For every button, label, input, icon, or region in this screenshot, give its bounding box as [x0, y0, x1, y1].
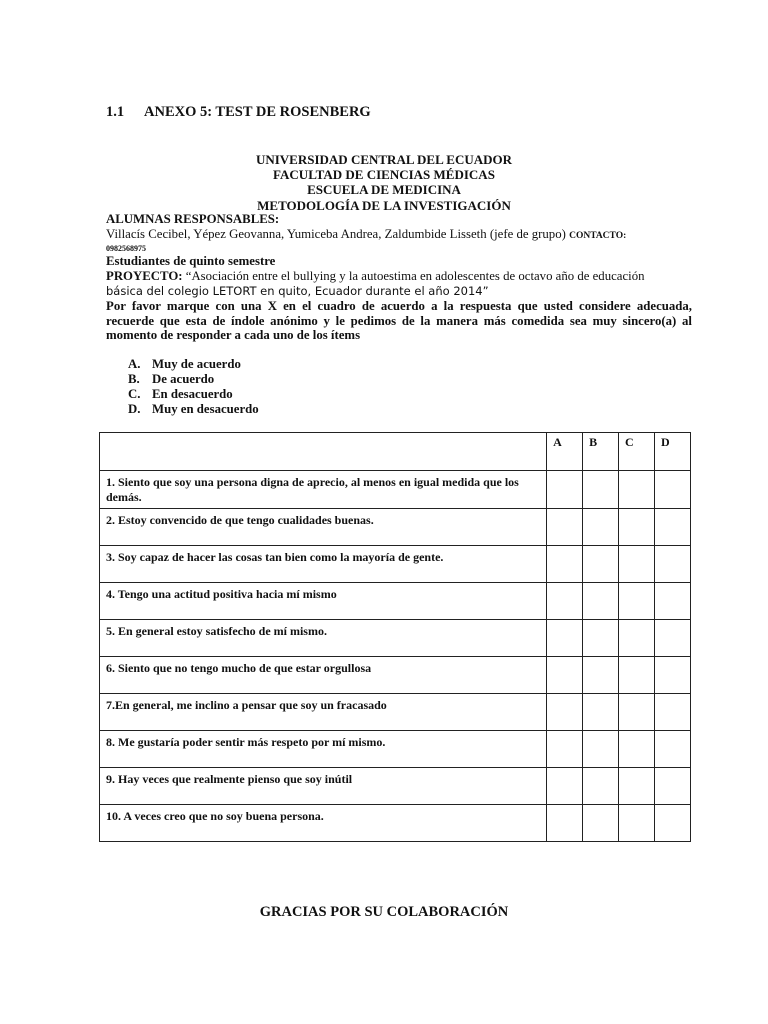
- table-row: [100, 546, 691, 583]
- answer-box-a[interactable]: [547, 620, 583, 657]
- semester-label: Estudiantes de quinto semestre: [106, 254, 276, 268]
- table-row: [100, 471, 691, 509]
- answer-box-c[interactable]: [619, 546, 655, 583]
- question-text: 6. Siento que no tengo mucho de que estar orgullosa: [100, 657, 547, 694]
- answer-box-d[interactable]: [654, 694, 690, 731]
- answer-box-c[interactable]: [619, 583, 655, 620]
- answer-box-a[interactable]: [547, 509, 583, 546]
- section-heading: [106, 104, 371, 121]
- question-text: 5. En general estoy satisfecho de mí mismo.: [100, 620, 547, 657]
- responsables-names: Villacís Cecibel, Yépez Geovanna, Yumiceba Andrea, Zaldumbide Lisseth (jefe de grupo): [106, 227, 566, 241]
- answer-box-d[interactable]: [654, 731, 690, 768]
- project-label: PROYECTO:: [106, 269, 183, 283]
- faculty-name: FACULTAD DE CIENCIAS MÉDICAS: [273, 167, 495, 183]
- table-row: [100, 620, 691, 657]
- answer-box-b[interactable]: [583, 471, 619, 509]
- table-row: [100, 768, 691, 805]
- contact-phone: 0982568975: [106, 244, 146, 253]
- table-row: [100, 583, 691, 620]
- answer-box-a[interactable]: [547, 694, 583, 731]
- question-text: 1. Siento que soy una persona digna de aprecio, al menos en igual medida que los demás.: [100, 471, 547, 509]
- responsables-label: ALUMNAS RESPONSABLES:: [106, 212, 280, 226]
- answer-box-c[interactable]: [619, 471, 655, 509]
- answer-box-a[interactable]: [547, 546, 583, 583]
- answer-options-list: [128, 357, 259, 417]
- option-item: C. En desacuerdo: [128, 387, 233, 401]
- thanks-footer: GRACIAS POR SU COLABORACIÓN: [259, 904, 509, 920]
- table-row: [100, 509, 691, 546]
- question-text: 10. A veces creo que no soy buena persona.: [100, 805, 547, 842]
- option-item: D. Muy en desacuerdo: [128, 402, 259, 416]
- institution-header: [0, 152, 768, 213]
- course-name: METODOLOGÍA DE LA INVESTIGACIÓN: [257, 197, 511, 213]
- question-text: 9. Hay veces que realmente pienso que soy inútil: [100, 768, 547, 805]
- answer-box-d[interactable]: [654, 546, 690, 583]
- column-header-b: B: [583, 433, 619, 471]
- table-row: [100, 731, 691, 768]
- answer-box-d[interactable]: [654, 620, 690, 657]
- answer-box-d[interactable]: [654, 805, 690, 842]
- answer-box-b[interactable]: [583, 583, 619, 620]
- instructions-text: Por favor marque con una X en el cuadro de acuerdo a la respuesta que usted considere adecuada, recuerde que esta de índole anónimo y le pedimos de la manera más comedida sea muy sincero(a) al momento de responder a cada uno de los ítems: [106, 299, 692, 342]
- answer-box-a[interactable]: [547, 768, 583, 805]
- answer-box-d[interactable]: [654, 583, 690, 620]
- responsables-line: [106, 227, 692, 244]
- answer-box-d[interactable]: [654, 471, 690, 509]
- question-text: 3. Soy capaz de hacer las cosas tan bien como la mayoría de gente.: [100, 546, 547, 583]
- answer-box-c[interactable]: [619, 509, 655, 546]
- answer-box-d[interactable]: [654, 768, 690, 805]
- answer-box-a[interactable]: [547, 731, 583, 768]
- answer-box-b[interactable]: [583, 657, 619, 694]
- contact-label: CONTACTO:: [569, 231, 627, 241]
- answer-box-b[interactable]: [583, 768, 619, 805]
- answer-box-b[interactable]: [583, 805, 619, 842]
- option-item: B. De acuerdo: [128, 372, 215, 386]
- answer-box-d[interactable]: [654, 657, 690, 694]
- header-blank-cell: [100, 433, 547, 471]
- question-text: 8. Me gustaría poder sentir más respeto por mí mismo.: [100, 731, 547, 768]
- answer-box-c[interactable]: [619, 731, 655, 768]
- answer-box-c[interactable]: [619, 657, 655, 694]
- option-item: A. Muy de acuerdo: [128, 357, 241, 371]
- project-title-part-2: básica del colegio LETORT en quito, Ecuador durante el año 2014”: [106, 284, 489, 298]
- table-header-row: [100, 433, 691, 471]
- section-number: 1.1: [106, 104, 125, 120]
- answer-box-a[interactable]: [547, 583, 583, 620]
- answer-box-d[interactable]: [654, 509, 690, 546]
- answer-box-c[interactable]: [619, 768, 655, 805]
- school-name: ESCUELA DE MEDICINA: [307, 182, 461, 198]
- question-text: 2. Estoy convencido de que tengo cualidades buenas.: [100, 509, 547, 546]
- answer-box-b[interactable]: [583, 509, 619, 546]
- project-info: [106, 212, 692, 343]
- rosenberg-test-table: [99, 432, 691, 842]
- project-title-part-1: “Asociación entre el bullying y la autoestima en adolescentes de octavo año de educación: [185, 269, 645, 283]
- section-title: ANEXO 5: TEST DE ROSENBERG: [144, 104, 371, 120]
- answer-box-c[interactable]: [619, 805, 655, 842]
- answer-box-a[interactable]: [547, 805, 583, 842]
- answer-box-b[interactable]: [583, 694, 619, 731]
- answer-box-c[interactable]: [619, 694, 655, 731]
- question-text: 4. Tengo una actitud positiva hacia mí mismo: [100, 583, 547, 620]
- answer-box-b[interactable]: [583, 620, 619, 657]
- answer-box-a[interactable]: [547, 657, 583, 694]
- table-row: [100, 657, 691, 694]
- table-row: [100, 694, 691, 731]
- question-text: 7.En general, me inclino a pensar que soy un fracasado: [100, 694, 547, 731]
- column-header-d: D: [654, 433, 690, 471]
- university-name: UNIVERSIDAD CENTRAL DEL ECUADOR: [255, 152, 513, 167]
- table-row: [100, 805, 691, 842]
- answer-box-b[interactable]: [583, 546, 619, 583]
- answer-box-b[interactable]: [583, 731, 619, 768]
- column-header-a: A: [547, 433, 583, 471]
- project-line-1: [106, 269, 692, 284]
- answer-box-c[interactable]: [619, 620, 655, 657]
- answer-box-a[interactable]: [547, 471, 583, 509]
- column-header-c: C: [619, 433, 655, 471]
